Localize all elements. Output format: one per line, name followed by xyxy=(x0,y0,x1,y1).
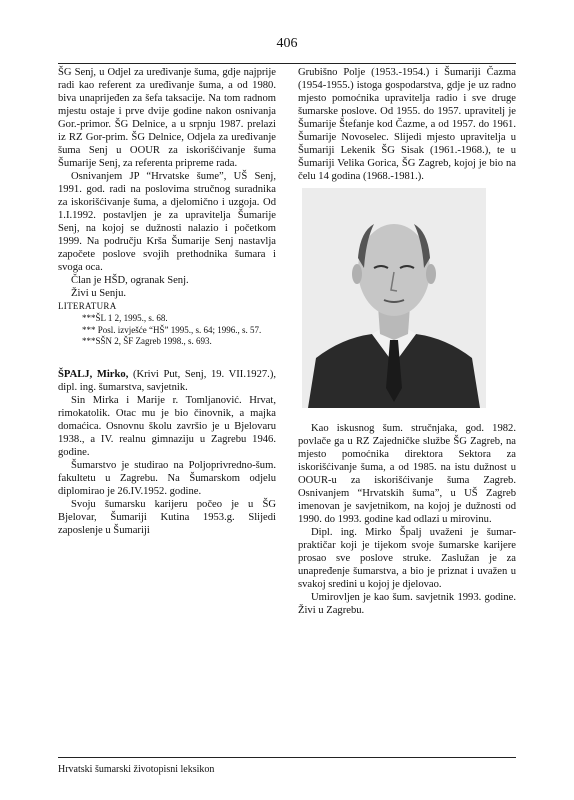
footer-title: Hrvatski šumarski životopisni leksikon xyxy=(58,764,215,775)
paragraph: Živi u Senju. xyxy=(71,288,127,299)
page-number: 406 xyxy=(276,36,298,51)
portrait-photo xyxy=(302,188,486,408)
literature-item: *** Posl. izvješće “HŠ” 1995., s. 64; 1996., s. 57. xyxy=(82,324,262,335)
paragraph: Član je HŠD, ogranak Senj. xyxy=(71,275,189,286)
paragraph: Grubišno Polje (1953.-1954.) i Šumariji Čazma (1954-1955.) istoga gospodarstva, gdje je uz radno mjesto pomoćnika upravitelja radio i sve druge šumarske poslove. Od 1955. do 1957. upravitelj je Šumarije Štefanje kod Čazme, a od 1957. do 1961. Šumarije Novoselec. Slijedi mjesto upravitelja u Šumariji Lekenik ŠG Sisak (1961.-1968.), te u Šumariji Velika Gorica, ŠG Zagreb, kojoj je bio na čelu 14 godina (1968.-1981.). xyxy=(298,67,516,182)
literature-item: ***ŠL 1 2, 1995., s. 68. xyxy=(82,313,168,323)
literature-heading: LITERATURA xyxy=(58,301,117,311)
paragraph: Kao iskusnog šum. stručnjaka, god. 1982. povlače ga u RZ Zajedničke službe ŠG Zagreb, na mjesto pomoćnika direktora Sektora za iskorišćivanje šuma, a od 1985. na istu dužnost u OOUR-u za iskorišćivanje šuma Zagreb. Osnivanjem “Hrvatskih šuma”, u UŠ Zagreb imenovan je savjetnikom, na kojoj je dužnosti od 1990. do 1993. godine kad odlazi u mirovinu. xyxy=(298,423,516,525)
entry-name: ŠPALJ, Mirko, xyxy=(58,368,129,380)
paragraph: Sin Mirka i Marije r. Tomljanović. Hrvat, rimokatolik. Otac mu je bio činovnik, a majka domaćica. Osnovnu školu završio je u Bjelovaru 1938., a IV. realnu gimnaziju u Zagrebu 1946. godine. xyxy=(58,394,276,458)
left-column xyxy=(58,66,276,537)
right-column xyxy=(298,66,516,617)
footer-rule xyxy=(58,757,516,758)
paragraph: Dipl. ing. Mirko Špalj uvaženi je šumar-praktičar koji je tijekom svoje šumarske karijere prosao sve poslove struke. Zaslužan je za unapređenje šumarstva, a bio je priznat i uvažen u svakoj sredini u kojoj je djelovao. xyxy=(298,527,516,590)
paragraph: Šumarstvo je studirao na Poljoprivredno-šum. fakultetu u Zagrebu. Na Šumarskom odjelu diplomirao je 26.IV.1952. godine. xyxy=(58,459,276,497)
entry-details: (Krivi Put, Senj, 19. VII.1927.), dipl. ing. šumarstva, savjetnik. xyxy=(58,368,276,393)
paragraph: ŠG Senj, u Odjel za uređivanje šuma, gdje najprije radi kao referent za uređivanje šuma, a od 1980. biva unaprijeđen za šefa taksacije. Na tom radnom mjestu ostaje i prve dvije godine nakon osnivanja Gor.-primor. ŠG Delnice, a u srpnju 1987. prelazi iz RZ Gor-prim. ŠG Delnice, Odjela za uređivanje šuma Senj u OOUR za iskorišćivanje šuma Šumarije Senj, za referenta pripreme rada. xyxy=(58,67,276,169)
entry-header xyxy=(58,368,276,394)
paragraph: Umirovljen je kao šum. savjetnik 1993. godine. Živi u Zagrebu. xyxy=(298,592,516,616)
paragraph: Svoju šumarsku karijeru počeo je u ŠG Bjelovar, Šumariji Kutina 1953.g. Slijedi zaposlenje u Šumariji xyxy=(58,498,276,536)
paragraph: Osnivanjem JP “Hrvatske šume”, UŠ Senj, 1991. god. radi na poslovima stručnog suradnika za iskorišćivanje šuma, a djelomično i uzgoja. Od 1.I.1992. postavljen je za upravitelja Šumarije Senj, na kojoj se dužnosti nalazio i početkom 1999. Na području Krša Šumarije Senj nastavlja započete poslove svojih prethodnika šumara i svoga oca. xyxy=(58,171,276,273)
literature-item: ***SŠN 2, ŠF Zagreb 1998., s. 693. xyxy=(82,336,212,346)
header-rule xyxy=(58,63,516,64)
